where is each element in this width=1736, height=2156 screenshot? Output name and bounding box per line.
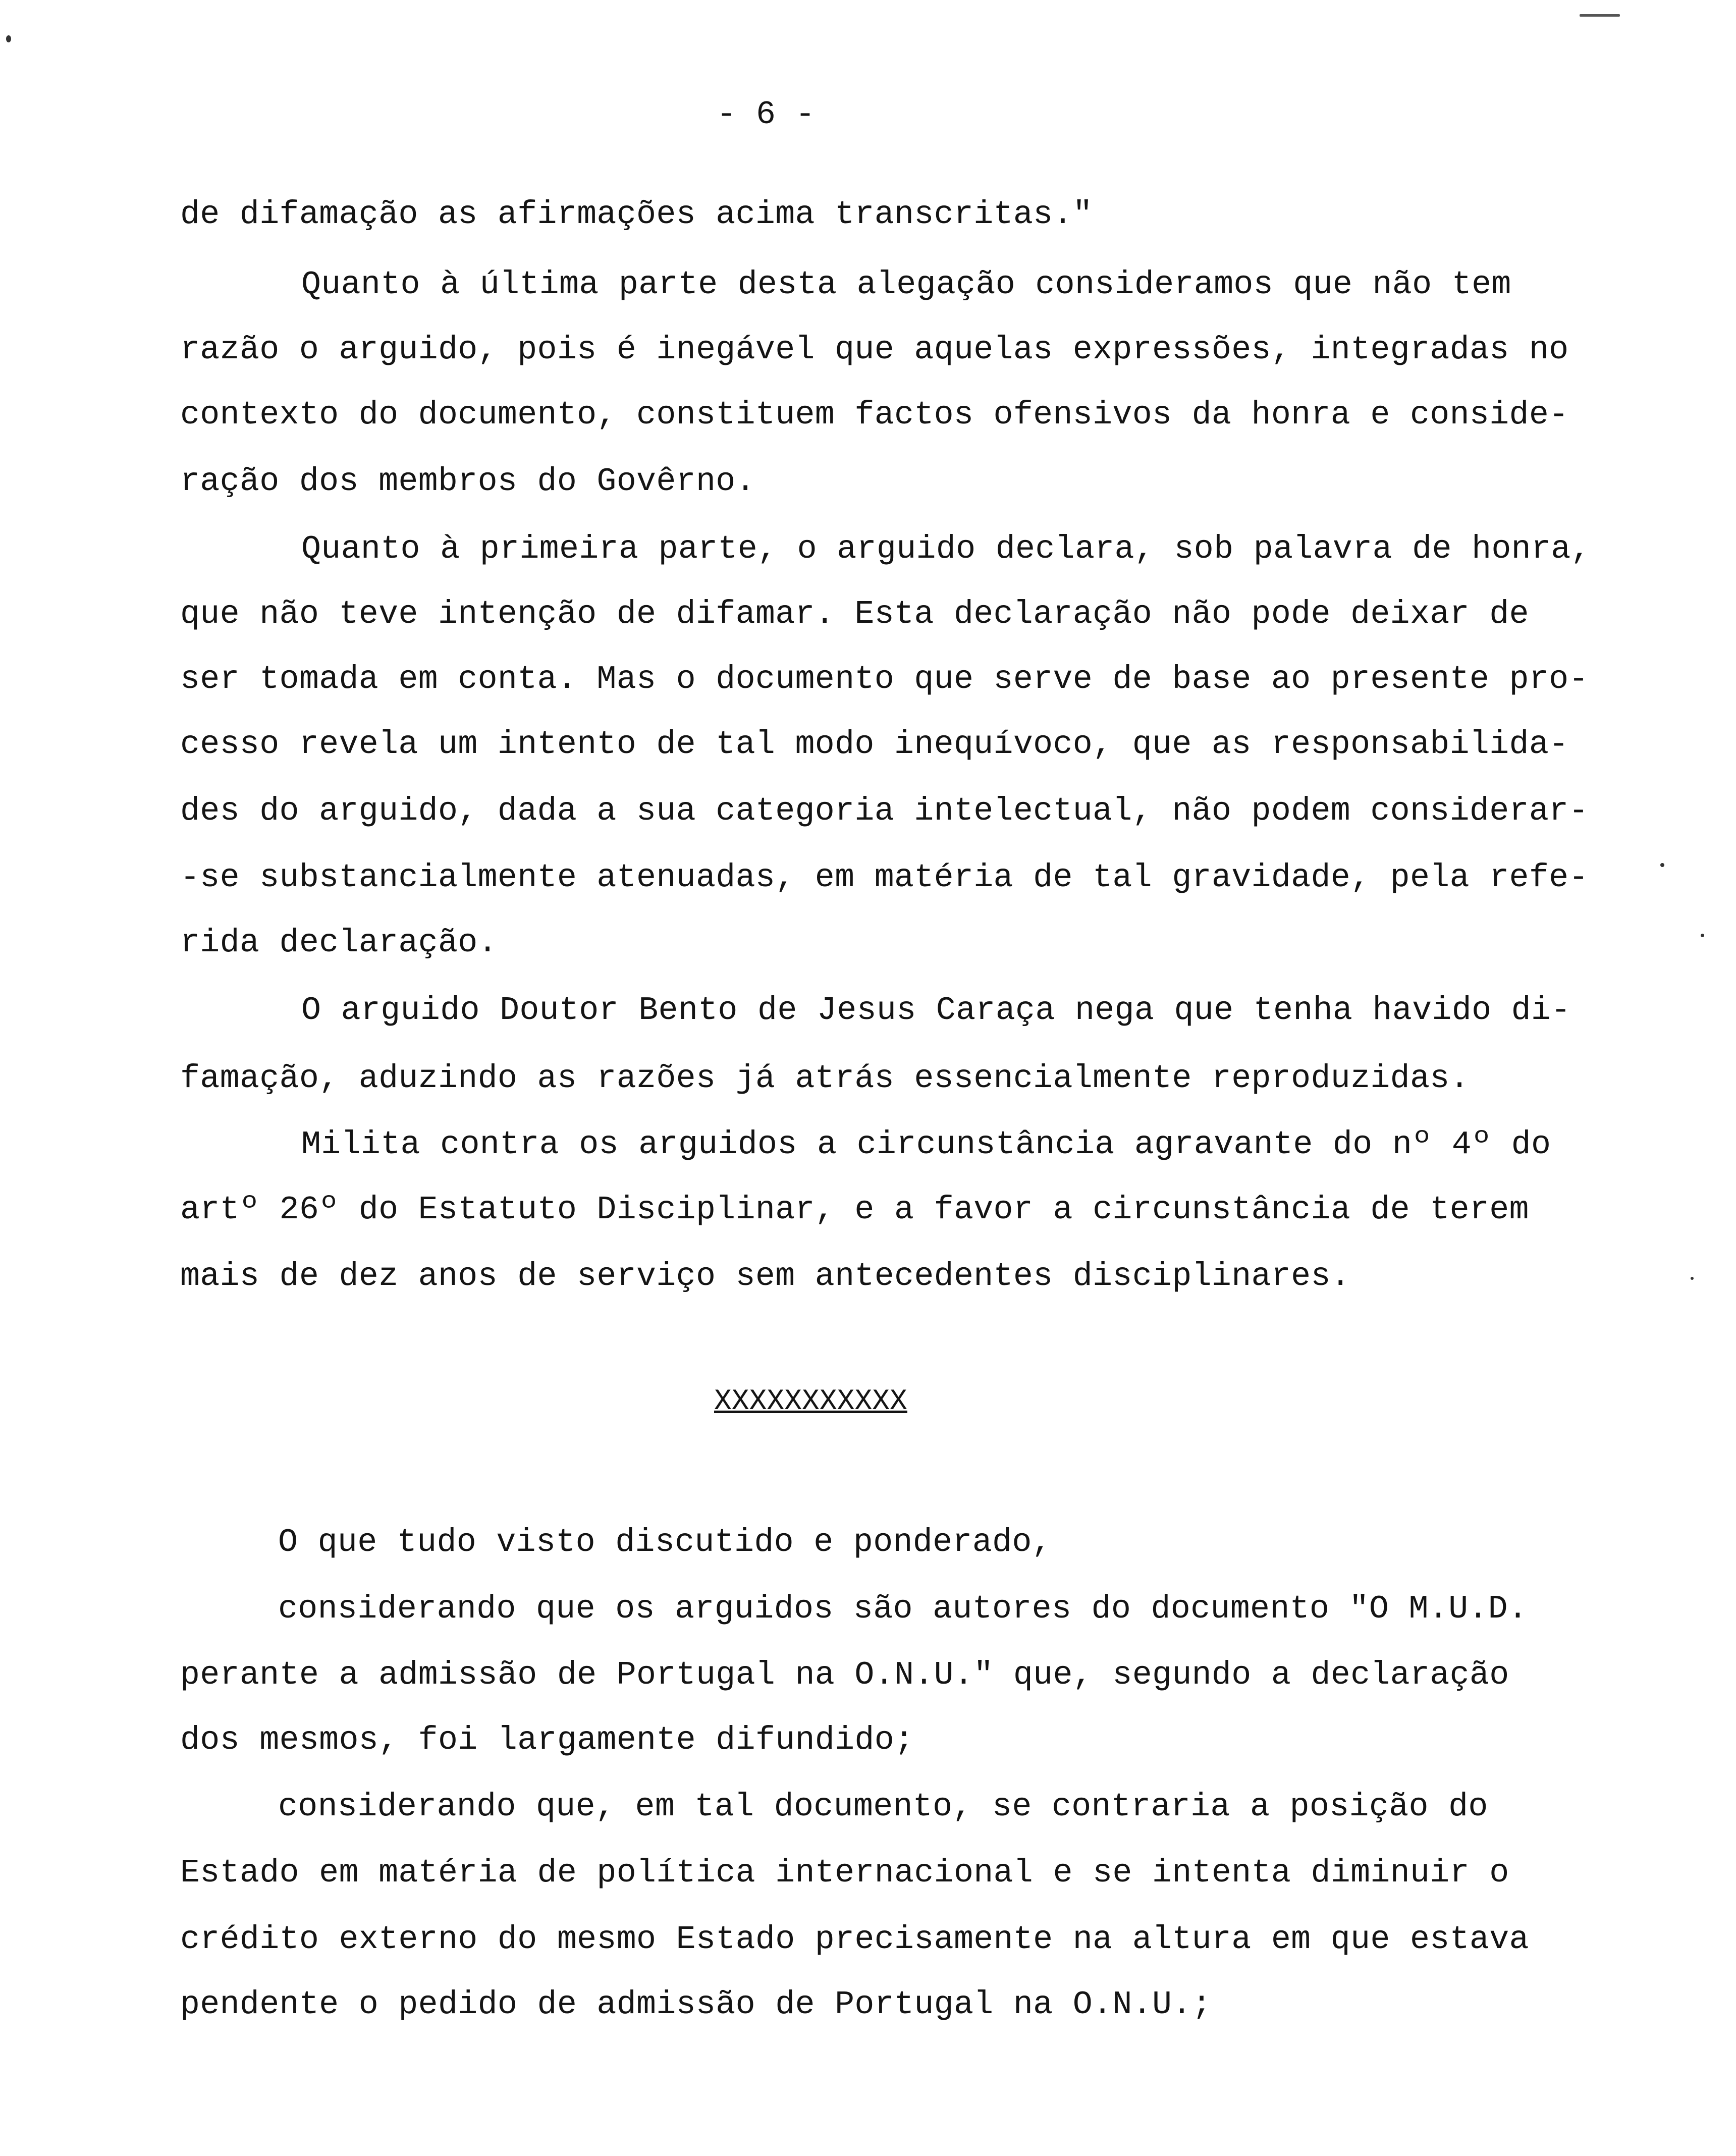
scan-speck [1701,934,1704,937]
separator-line: XXXXXXXXXXX [714,1385,907,1418]
text-line: considerando que os arguidos são autores do documento "O M.U.D. [278,1590,1528,1628]
text-line: que não teve intenção de difamar. Esta declaração não pode deixar de [180,596,1529,633]
text-line: Milita contra os arguidos a circunstância agravante do nº 4º do [301,1126,1551,1163]
text-line: mais de dez anos de serviço sem antecedentes disciplinares. [180,1258,1351,1295]
text-line: rida declaração. [180,924,498,961]
text-line: crédito externo do mesmo Estado precisamente na altura em que estava [180,1921,1529,1958]
page-number: - 6 - [717,96,816,133]
text-line: artº 26º do Estatuto Disciplinar, e a favor a circunstância de terem [180,1191,1529,1228]
text-line: Quanto à última parte desta alegação consideramos que não tem [301,266,1511,303]
text-line: ração dos membros do Govêrno. [180,463,755,500]
text-line: considerando que, em tal documento, se contraria a posição do [278,1788,1488,1825]
text-line: perante a admissão de Portugal na O.N.U." que, segundo a declaração [180,1656,1509,1694]
text-line: ser tomada em conta. Mas o documento que serve de base ao presente pro- [180,661,1589,698]
text-line: razão o arguido, pois é inegável que aquelas expressões, integradas no [180,331,1569,368]
text-line: Quanto à primeira parte, o arguido declara, sob palavra de honra, [301,530,1591,568]
text-line: pendente o pedido de admissão de Portugal na O.N.U.; [180,1986,1212,2023]
text-line: O arguido Doutor Bento de Jesus Caraça nega que tenha havido di- [301,992,1571,1029]
text-line: contexto do documento, constituem factos ofensivos da honra e conside- [180,396,1569,434]
text-line: O que tudo visto discutido e ponderado, [278,1524,1052,1561]
text-line: -se substancialmente atenuadas, em matéria de tal gravidade, pela refe- [180,859,1589,896]
text-line: de difamação as afirmações acima transcritas." [180,196,1093,233]
text-line: Estado em matéria de política internacional e se intenta diminuir o [180,1854,1509,1892]
scan-speck [1660,863,1664,867]
text-line: cesso revela um intento de tal modo inequívoco, que as responsabilida- [180,726,1569,763]
scan-speck [1580,14,1620,17]
text-line: dos mesmos, foi largamente difundido; [180,1721,914,1759]
scan-speck [6,35,11,42]
text-line: des do arguido, dada a sua categoria intelectual, não podem considerar- [180,792,1589,830]
scan-speck [1691,1277,1694,1280]
text-line: famação, aduzindo as razões já atrás essencialmente reproduzidas. [180,1060,1470,1097]
